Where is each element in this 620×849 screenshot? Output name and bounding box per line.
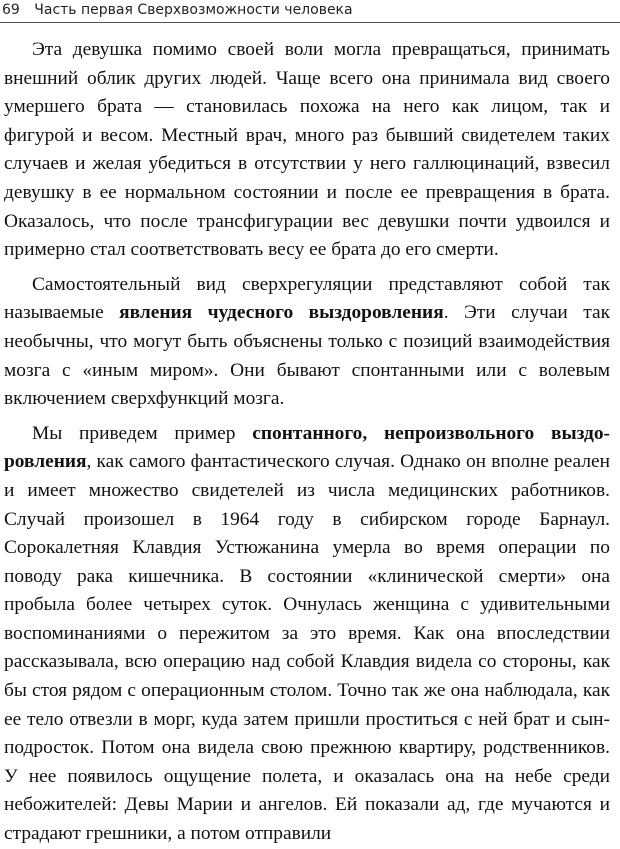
paragraph-2-text-after: . Эти случаи так необычны, что могут быть объяснены только с позиций взаимодействия мозга с «иным миром». Они бывают спонтанными или с волевым включением сверхфункций мозга. [4, 302, 610, 410]
paragraph-2 [4, 271, 610, 414]
paragraph-1-text: Эта девушка помимо своей воли могла превращаться, принимать внешний облик других людей. Чаще всего она принимала вид своего умершего брата — становилась похожа на него как лицом, так и фигурой и весом. Местный врач, много раз бывший свидетелем таких случаев и желая убедиться в отсутствии у него галлюцинаций, взвесил девушку в ее нормальном состоянии и после ее превращения в брата. Оказалось, что после трансфигурации вес девушки почти удвоился и примерно стал соответствовать весу ее брата до его смерти. [4, 39, 610, 261]
page-header [0, 0, 620, 23]
paragraph-1 [4, 36, 610, 265]
running-header-title: Часть первая Сверхвозможности человека [34, 2, 353, 18]
bold-term-miraculous-recovery: явления чудесного выздоровления [119, 302, 444, 324]
page-number: 69 [2, 2, 20, 18]
paragraph-3-text-before: Мы приведем пример [32, 422, 253, 444]
body-text [4, 36, 610, 849]
bold-term-spontaneous-recovery: спонтанного, непроизвольного выздоровления [4, 422, 611, 473]
paragraph-2-text-before: Самостоятельный вид сверхрегуляции представляют собой так называемые [4, 273, 610, 324]
paragraph-3 [4, 420, 610, 849]
paragraph-3-text-after: , как самого фантастического случая. Однако он вполне реален и имеет множество свидетелей из числа медицинских работников. Случай произошел в 1964 году в сибирском городе Барнаул. Сорокалетняя Клавдия Устюжанина умерла во время операции по поводу рака кишечника. В состоянии «клинической смерти» она пробыла более четырех суток. Очнулась женщина с удивительными воспоминаниями о пережитом за это время. Как она впоследствии рассказывала, всю операцию над собой Клавдия видела со стороны, как бы стоя рядом с операционным столом. Точно так же она наблюдала, как ее тело отвезли в морг, куда затем пришли проститься с ней брат и сын-подросток. Потом она видела свою прежнюю квартиру, родственников. У нее появилось ощущение полета, и оказалась она на небе среди небожителей: Девы Марии и ангелов. Ей показали ад, где мучаются и страдают грешники, а потом отправили [4, 451, 610, 845]
